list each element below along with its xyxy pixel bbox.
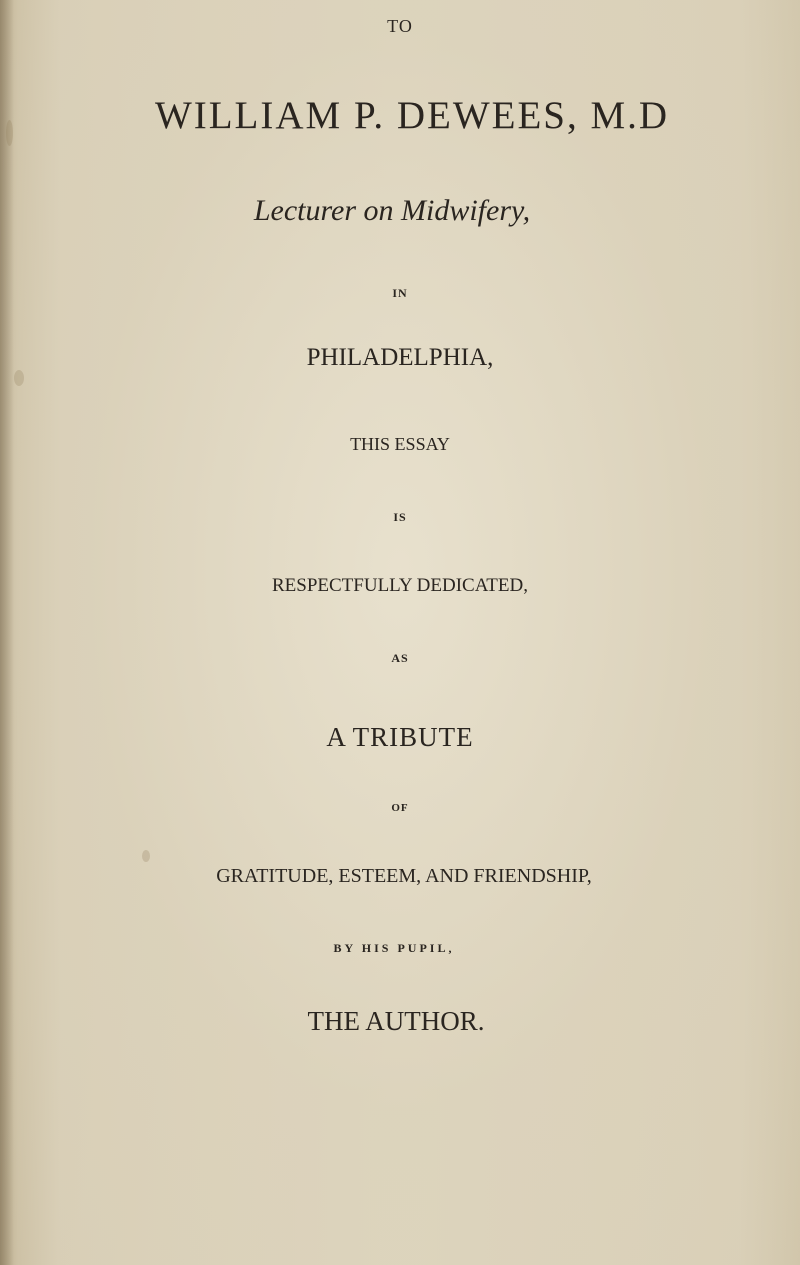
respectfully-dedicated: RESPECTFULLY DEDICATED,: [271, 575, 528, 596]
foxing-spot: [14, 370, 24, 386]
dedication-to: TO: [387, 16, 413, 36]
the-author: THE AUTHOR.: [307, 1006, 485, 1036]
dedicatee-title: Lecturer on Midwifery,: [253, 194, 531, 227]
connector-is: IS: [393, 510, 407, 524]
foxing-spot: [142, 850, 150, 862]
binding-shadow: [0, 0, 14, 1265]
dedicatee-name: WILLIAM P. DEWEES, M.D: [154, 94, 670, 137]
by-his-pupil: BY HIS PUPIL,: [333, 941, 455, 955]
connector-in: IN: [392, 286, 408, 300]
this-essay: THIS ESSAY: [350, 434, 450, 454]
gratitude-line: GRATITUDE, ESTEEM, AND FRIENDSHIP,: [216, 865, 592, 887]
a-tribute: A TRIBUTE: [326, 722, 474, 752]
city-name: PHILADELPHIA,: [306, 344, 494, 371]
connector-of: OF: [391, 802, 409, 814]
connector-as: AS: [391, 651, 409, 665]
